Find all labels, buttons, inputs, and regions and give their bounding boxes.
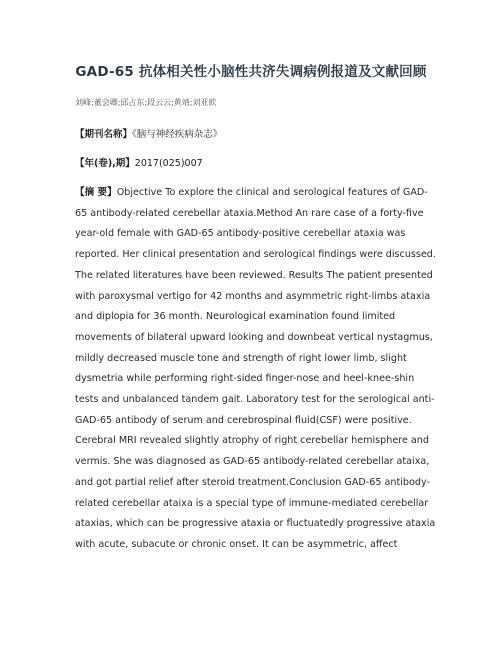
abstract-label: 【摘 要】 [75, 187, 117, 198]
abstract-line: with paroxysmal vertigo for 42 months and asymmetric right-limbs ataxia [75, 290, 431, 302]
abstract-line: mildly decreased muscle tone and strength of right lower limb, slight [75, 352, 407, 364]
abstract-line: ataxias, which can be progressive ataxia or fluctuatedly progressive ataxia [75, 518, 436, 530]
abstract-line: 【摘 要】Objective To explore the clinical and serological features of GAD- [75, 187, 428, 198]
abstract-line: movements of bilateral upward looking and downbeat vertical nystagmus, [75, 331, 433, 343]
abstract-line: GAD-65 antibody of serum and cerebrospinal fluid(CSF) were positive. [75, 414, 412, 426]
year-volume-issue-field [75, 155, 203, 169]
abstract-line: and got partial relief after steroid treatment.Conclusion GAD-65 antibody- [75, 476, 430, 488]
abstract-line: vermis. She was diagnosed as GAD-65 antibody-related cerebellar ataixa, [75, 456, 430, 468]
document-title: GAD-65 抗体相关性小脑性共济失调病例报道及文献回顾 [75, 64, 427, 80]
journal-name-field [75, 126, 222, 140]
abstract-section [75, 183, 436, 556]
abstract-line: year-old female with GAD-65 antibody-positive cerebellar ataxia was [75, 228, 406, 240]
abstract-line: related cerebellar ataixa is a special type of immune-mediated cerebellar [75, 497, 429, 509]
abstract-line: reported. Her clinical presentation and serological findings were discussed. [75, 249, 436, 261]
abstract-line: 65 antibody-related cerebellar ataxia.Method An rare case of a forty-five [75, 207, 424, 219]
year-volume-issue-label: 【年(卷),期】 [75, 158, 135, 169]
year-volume-issue-value: 2017(025)007 [134, 158, 203, 169]
abstract-line: dysmetria while performing right-sided finger-nose and heel-knee-shin [75, 373, 415, 385]
journal-name-label: 【期刊名称】 [75, 129, 133, 140]
abstract-line: tests and unbalanced tandem gait. Laboratory test for the serological anti- [75, 394, 435, 406]
author-list: 刘峰;董会卿;邱占东;段云云;黄靖;刘亚欧 [75, 98, 217, 107]
abstract-line: and diplopia for 36 month. Neurological examination found limited [75, 311, 396, 323]
abstract-line: The related literatures have been reviewed. Results The patient presented [75, 269, 433, 281]
journal-name-value: 《脑与神经疾病杂志》 [132, 129, 223, 140]
abstract-line: Cerebral MRI revealed slightly atrophy of right cerebellar hemisphere and [75, 435, 429, 447]
abstract-line: with acute, subacute or chronic onset. It can be asymmetric, affect [75, 538, 398, 550]
